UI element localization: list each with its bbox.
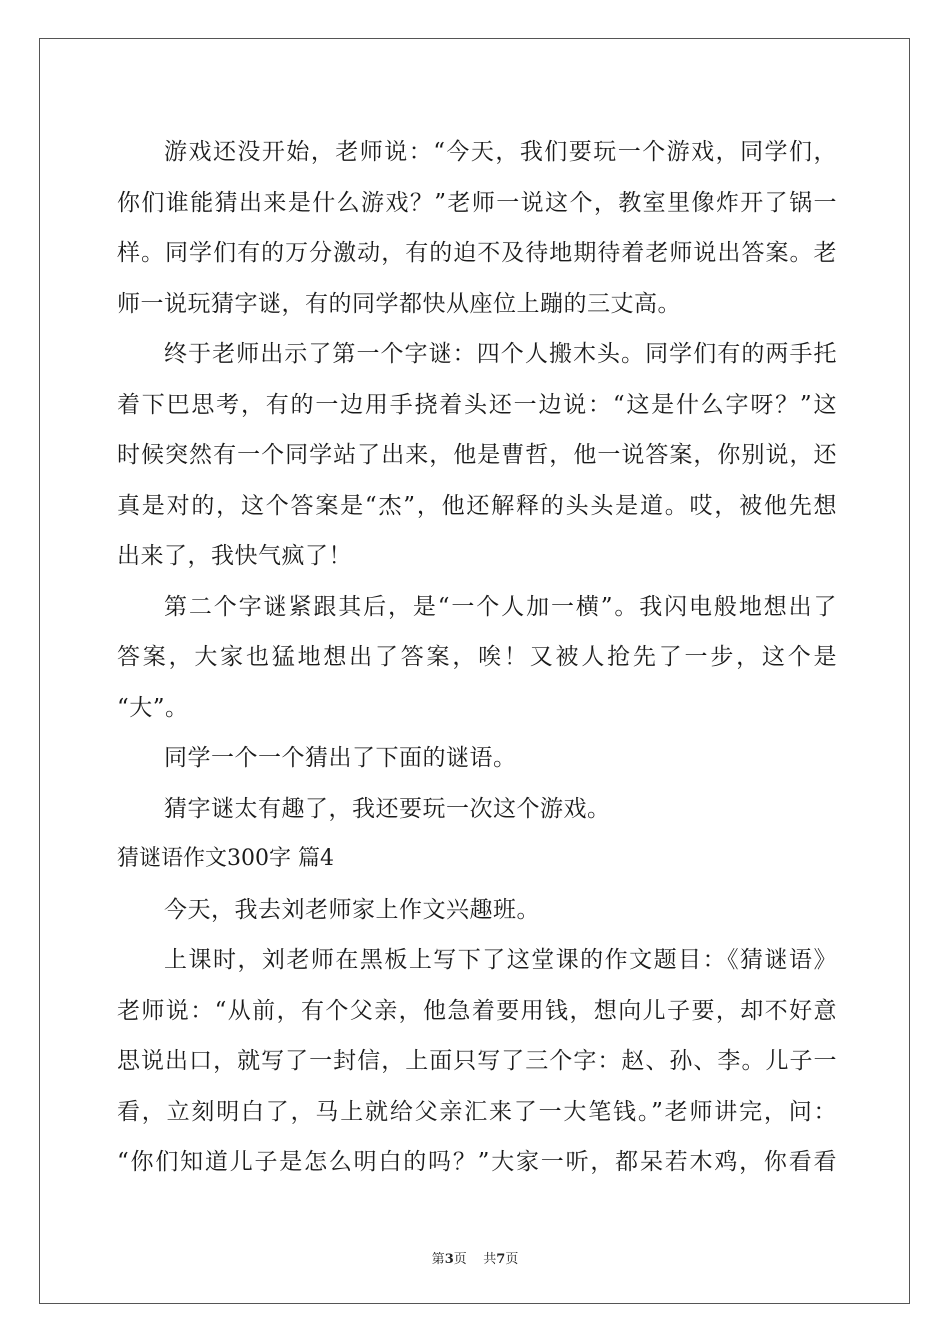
current-page-number: 3	[444, 1252, 454, 1267]
text-line: 出来了，我快气疯了！	[117, 543, 352, 569]
text-line: 今天，我去刘老师家上作文兴趣班。	[164, 896, 540, 923]
text-line: 上课时，刘老师在黑板上写下了这堂课的作文题目：《猜谜语》	[164, 947, 837, 973]
footer-prefix: 第	[431, 1252, 445, 1267]
document-body	[117, 127, 837, 1188]
text-line: 真是对的，这个答案是“杰”，他还解释的头头是道。哎，被他先想	[117, 492, 837, 519]
text-line: 第二个字谜紧跟其后，是“一个人加一横”。我闪电般地想出了	[164, 593, 837, 620]
text-line: 你们谁能猜出来是什么游戏？”老师一说这个，教室里像炸开了锅一	[117, 189, 837, 216]
footer-middle: 页 共	[453, 1252, 497, 1267]
text-line: 思说出口，就写了一封信，上面只写了三个字：赵、孙、李。儿子一	[117, 1048, 837, 1074]
essay-heading: 猜谜语作文300字 篇4	[117, 846, 334, 871]
total-page-number: 7	[496, 1252, 506, 1267]
text-line: “你们知道儿子是怎么明白的吗？”大家一听，都呆若木鸡，你看看	[117, 1149, 837, 1175]
essay-paragraphs	[117, 127, 837, 834]
text-line: 老师说：“从前，有个父亲，他急着要用钱，想向儿子要，却不好意	[117, 997, 837, 1024]
text-line: 看，立刻明白了，马上就给父亲汇来了一大笔钱。”老师讲完，问：	[117, 1098, 837, 1125]
page-footer	[0, 1248, 950, 1267]
text-line: 答案，大家也猛地想出了答案，唉！又被人抢先了一步，这个是	[117, 644, 837, 670]
footer-suffix: 页	[505, 1252, 519, 1267]
text-line: 时候突然有一个同学站了出来，他是曹哲，他一说答案，你别说，还	[117, 442, 837, 468]
text-line: 师一说玩猜字谜，有的同学都快从座位上蹦的三丈高。	[117, 290, 681, 317]
essay-paragraphs-2	[117, 885, 837, 1188]
text-line: 同学一个一个猜出了下面的谜语。	[164, 745, 517, 771]
text-line: 着下巴思考，有的一边用手挠着头还一边说：“这是什么字呀？”这	[117, 391, 837, 418]
text-line: 终于老师出示了第一个字谜：四个人搬木头。同学们有的两手托	[164, 341, 837, 367]
text-line: 样。同学们有的万分激动，有的迫不及待地期待着老师说出答案。老	[117, 240, 837, 266]
text-line: “大”。	[117, 694, 189, 721]
text-line: 游戏还没开始，老师说：“今天，我们要玩一个游戏，同学们，	[164, 139, 837, 165]
text-line: 猜字谜太有趣了，我还要玩一次这个游戏。	[164, 795, 611, 822]
